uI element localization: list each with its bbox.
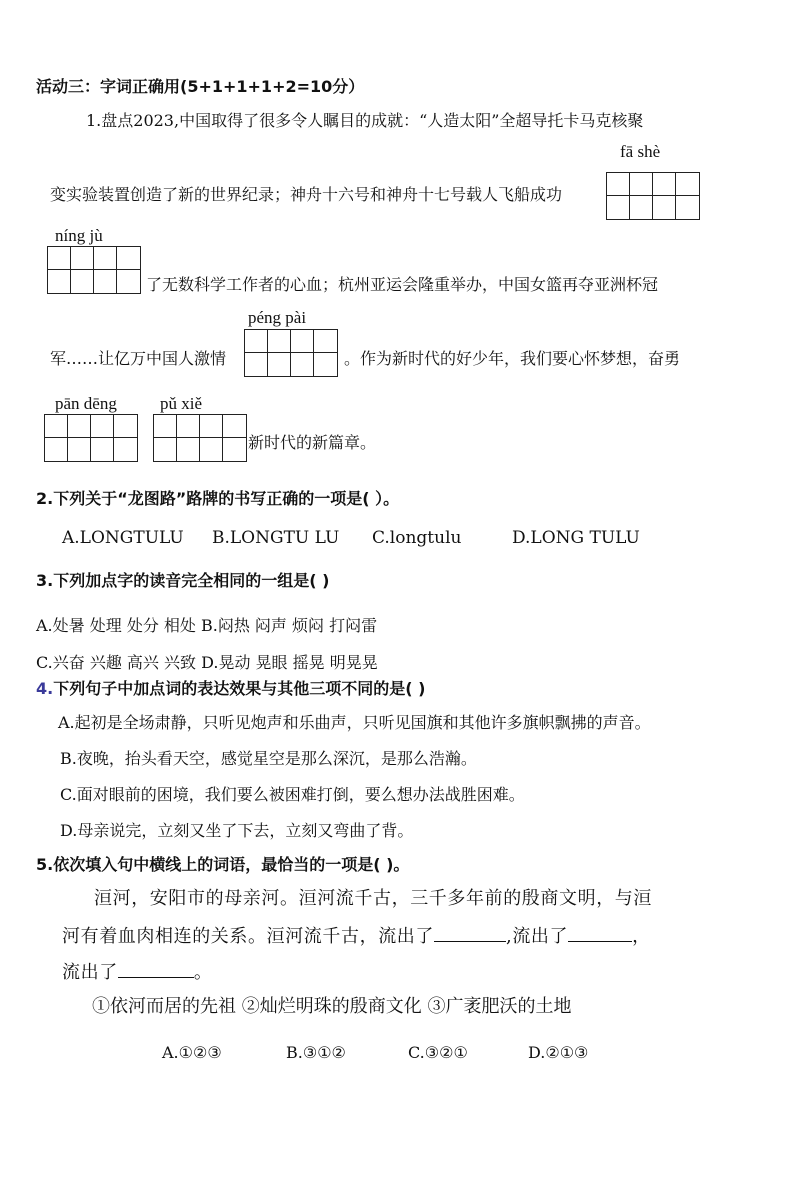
q5-passage-line3 <box>62 958 212 984</box>
q5-passage-line2-a: 河有着血肉相连的关系。洹河流千古，流出了 <box>62 926 434 947</box>
q1-line4a: 军……让亿万中国人激情 <box>50 349 227 368</box>
q5-passage-line3-b: 。 <box>193 962 213 983</box>
q5-option-c: C.③②① <box>408 1043 468 1062</box>
q1-line5: 新时代的新篇章。 <box>248 433 377 452</box>
q5-passage-line2-c: ， <box>632 926 651 947</box>
q4-option-c: C.面对眼前的困境，我们要么被困难打倒，要么想办法战胜困难。 <box>60 785 525 804</box>
q1-pinyin-ningju: níng jù <box>55 226 103 245</box>
q5-blank-1[interactable] <box>434 923 506 942</box>
q1-line1: 1.盘点2023,中国取得了很多令人瞩目的成就：“人造太阳”全超导托卡马克核聚 <box>86 111 644 130</box>
q1-writing-grid-pandeng[interactable] <box>44 414 138 462</box>
q5-blank-2[interactable] <box>568 923 632 942</box>
section-title: 活动三：字词正确用(5+1+1+1+2=10分） <box>36 77 365 96</box>
q2-option-d: D.LONG TULU <box>512 528 640 548</box>
q3-row2: C.兴奋 兴趣 高兴 兴致 D.晃动 晃眼 摇晃 明晃晃 <box>36 653 378 672</box>
q2-option-b: B.LONGTU LU <box>212 528 340 548</box>
q1-pinyin-fashe: fā shè <box>620 142 661 161</box>
q4-stem-line <box>36 676 425 699</box>
q5-choices: ①依河而居的先祖 ②灿烂明珠的殷商文化 ③广袤肥沃的土地 <box>92 996 572 1017</box>
q1-writing-grid-puxie[interactable] <box>153 414 247 462</box>
q5-passage-line1: 洹河，安阳市的母亲河。洹河流千古，三千多年前的殷商文明，与洹 <box>94 888 652 909</box>
q5-option-b: B.③①② <box>286 1043 346 1062</box>
q4-option-a: A.起初是全场肃静，只听见炮声和乐曲声，只听见国旗和其他许多旗帜飘拂的声音。 <box>58 713 651 732</box>
q5-passage-line2 <box>62 922 651 948</box>
q5-option-a: A.①②③ <box>162 1043 222 1062</box>
q4-number: 4. <box>36 679 54 698</box>
q4-option-d: D.母亲说完，立刻又坐了下去，立刻又弯曲了背。 <box>60 821 414 840</box>
q1-pinyin-pengpai: péng pài <box>248 308 307 327</box>
q5-passage-line3-a: 流出了 <box>62 962 118 983</box>
q1-writing-grid-fashe[interactable] <box>606 172 700 220</box>
q2-option-a: A.LONGTULU <box>62 528 184 548</box>
q5-passage-line2-b: ,流出了 <box>506 926 569 947</box>
q1-line2: 变实验装置创造了新的世界纪录；神舟十六号和神舟十七号载人飞船成功 <box>50 185 563 204</box>
q5-blank-3[interactable] <box>118 959 194 978</box>
q3-row1: A.处暑 处理 处分 相处 B.闷热 闷声 烦闷 打闷雷 <box>36 616 378 635</box>
q1-pinyin-puxie: pǔ xiě <box>160 394 203 413</box>
q4-stem: 下列句子中加点词的表达效果与其他三项不同的是( ) <box>53 679 426 698</box>
q3-stem: 3.下列加点字的读音完全相同的一组是( ) <box>36 571 330 590</box>
q1-writing-grid-ningju[interactable] <box>47 246 141 294</box>
q1-line3: 了无数科学工作者的心血；杭州亚运会隆重举办，中国女篮再夺亚洲杯冠 <box>146 275 659 294</box>
q2-stem: 2.下列关于“龙图路”路牌的书写正确的一项是( ）。 <box>36 489 400 508</box>
q1-line4b: 。作为新时代的好少年，我们要心怀梦想，奋勇 <box>344 349 681 368</box>
q1-writing-grid-pengpai[interactable] <box>244 329 338 377</box>
q1-pinyin-pandeng: pān dēng <box>55 394 117 413</box>
q5-option-d: D.②①③ <box>528 1043 589 1062</box>
q4-option-b: B.夜晚，抬头看天空，感觉星空是那么深沉，是那么浩瀚。 <box>60 749 477 768</box>
q2-option-c: C.longtulu <box>372 528 462 548</box>
q5-stem: 5.依次填入句中横线上的词语，最恰当的一项是( )。 <box>36 855 410 874</box>
